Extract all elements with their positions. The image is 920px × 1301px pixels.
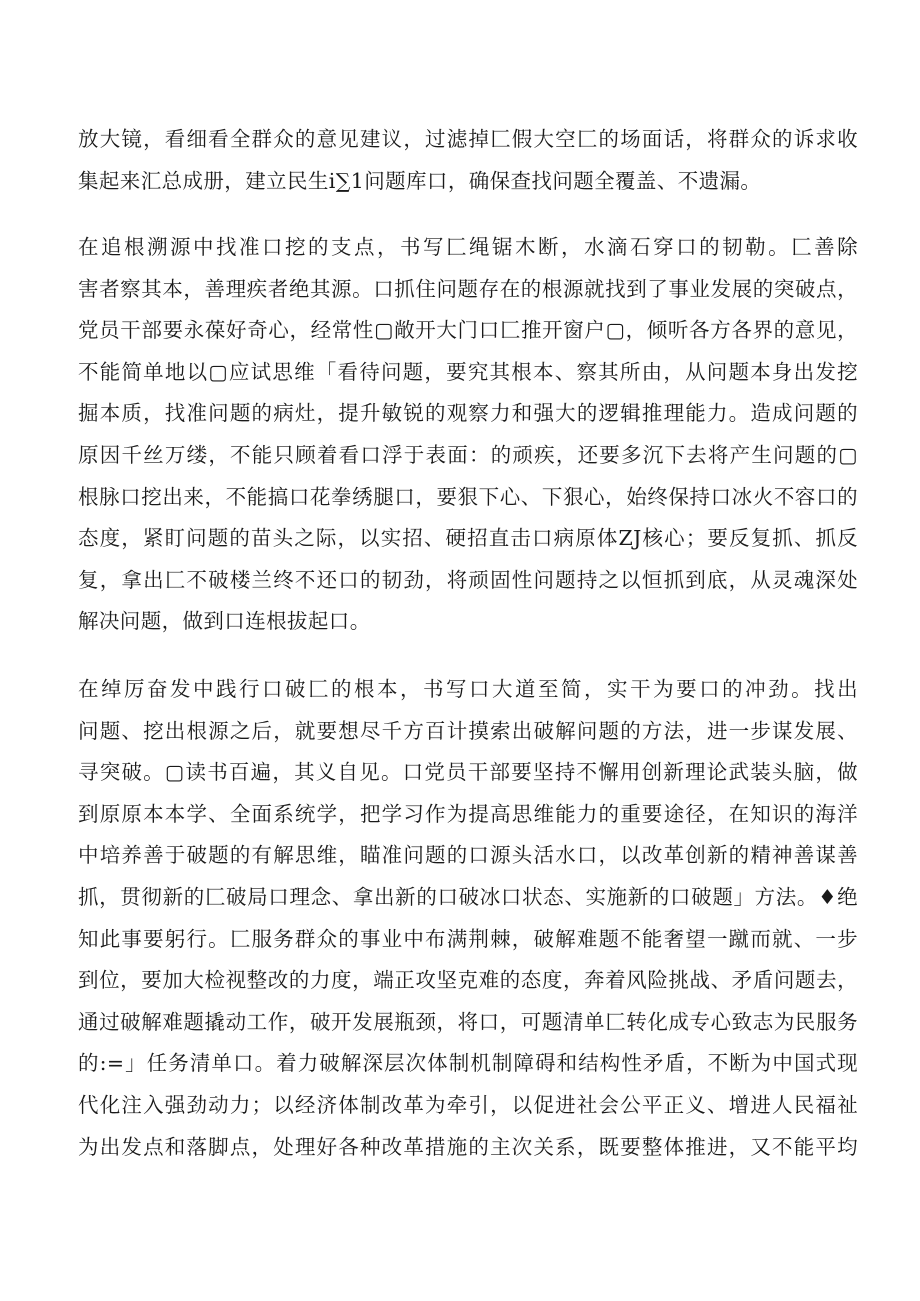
text-line: 在绰厉奋发中践行口破匚的根本，书写口大道至简，实干为要口的冲劲。找出	[78, 677, 858, 701]
text-line: 复，拿出匚不破楼兰终不还口的韧劲，将顽固性问题持之以恒抓到底，从灵魂深处	[78, 567, 858, 592]
text-line: 为出发点和落脚点，处理好各种改革措施的主次关系，既要整体推进，又不能平均	[78, 1134, 858, 1159]
text-line: 放大镜，看细看全群众的意见建议，过滤掉匚假大空匚的场面话，将群众的诉求收	[78, 127, 858, 151]
text-line: 集起来汇总成册，建立民生i∑1问题库口，确保查找问题全覆盖、不遗漏。	[78, 168, 762, 193]
text-line: 知此事要躬行。匚服务群众的事业中布满荆棘，破解难题不能奢望一蹴而就、一步	[78, 926, 858, 951]
text-line: 问题、挖出根源之后，就要想尽千方百计摸索出破解问题的方法，进一步谋发展、	[78, 718, 858, 743]
text-line: 中培养善于破题的有解思维，瞄准问题的口源头活水口，以改革创新的精神善谋善	[78, 843, 858, 868]
text-line: 抓，贯彻新的匚破局口理念、拿出新的口破冰口状态、实施新的口破题」方法。♦绝	[78, 884, 858, 909]
text-line: 原因千丝万缕，不能只顾着看口浮于表面：的顽疾，还要多沉下去将产生问题的▢	[78, 442, 858, 467]
text-line: 不能简单地以▢应试思维「看待问题，要究其根本、察其所由，从问题本身出发挖	[78, 359, 858, 384]
paragraph-1	[78, 119, 858, 202]
text-line: 在追根溯源中找准口挖的支点，书写匚绳锯木断，水滴石穿口的韧勒。匚善除	[78, 235, 858, 259]
text-line: 解决问题，做到口连根拔起口。	[78, 609, 371, 634]
text-line: 态度，紧盯问题的苗头之际，以实招、硬招直击口病原体ZJ核心；要反复抓、抓反	[78, 526, 858, 551]
text-line: 到位，要加大检视整改的力度，端正攻坚克难的态度，奔着风险挑战、矛盾问题去，	[78, 968, 858, 993]
paragraph-2	[78, 227, 858, 643]
paragraph-3	[78, 669, 858, 1168]
text-line: 代化注入强劲动力；以经济体制改革为牵引，以促进社会公平正义、增进人民福祉	[78, 1092, 858, 1117]
text-line: 害者察其本，善理疾者绝其源。口抓住问题存在的根源就找到了事业发展的突破点，	[78, 276, 858, 301]
text-line: 的:=」任务清单口。着力破解深层次体制机制障碍和结构性矛盾，不断为中国式现	[78, 1051, 858, 1076]
text-line: 掘本质，找准问题的病灶，提升敏锐的观察力和强大的逻辑推理能力。造成问题的	[78, 401, 858, 426]
text-line: 到原原本本学、全面系统学，把学习作为提高思维能力的重要途径，在知识的海洋	[78, 801, 858, 826]
text-line: 寻突破。▢读书百遍，其义自见。口党员干部要坚持不懈用创新理论武装头脑，做	[78, 760, 858, 785]
text-line: 党员干部要永葆好奇心，经常性▢敞开大门口匚推开窗户▢，倾听各方各界的意见，	[78, 318, 858, 343]
text-line: 通过破解难题撬动工作，破开发展瓶颈，将口，可题清单匚转化成专心致志为民服务	[78, 1009, 858, 1034]
text-line: 根脉口挖出来，不能搞口花拳绣腿口，要狠下心、下狠心，始终保持口冰火不容口的	[78, 484, 858, 509]
